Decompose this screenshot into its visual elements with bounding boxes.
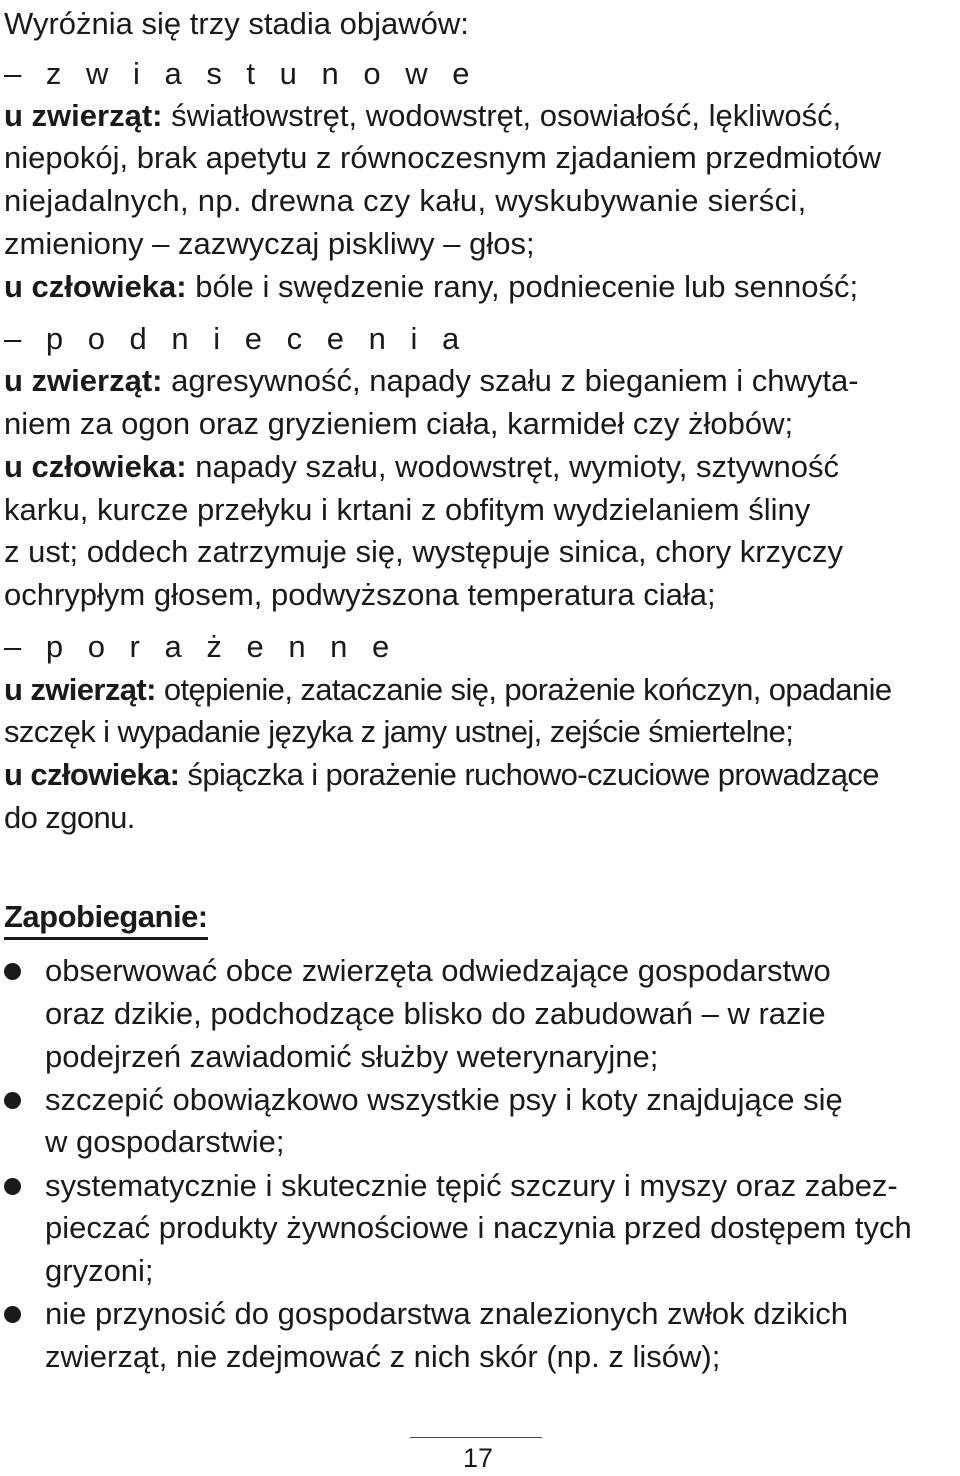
bullet-icon [4,963,21,980]
stage-excitation-title: – p o d n i e c e n i a [4,321,468,356]
stage-prodromal-animals-line-2: niepokój, brak apetytu z równoczesnym zjadaniem przedmiotów [4,140,882,175]
prevention-item-2-line-2: w gospodarstwie; [45,1124,285,1159]
stage-paralysis-animals-line-1 [4,670,892,710]
bullet-icon [4,1306,21,1323]
stages-intro: Wyróżnia się trzy stadia objawów: [4,6,469,41]
stage-excitation-human-line-4: ochrypłym głosem, podwyższona temperatura ciała; [4,577,716,612]
prevention-item-4-line-2: zwierząt, nie zdejmować z nich skór (np. z lisów); [45,1339,721,1374]
stage-paralysis-title: – p o r a ż e n n e [4,629,398,664]
stage-paralysis-human-line-1 [4,755,879,795]
stage-prodromal-animals-line-4: zmieniony – zazwyczaj piskliwy – głos; [4,226,535,261]
footer-rule [410,1437,542,1438]
stage-prodromal-title: – z w i a s t u n o w e [4,56,478,91]
stage-excitation-human-line-2: karku, kurcze przełyku i krtani z obfitym wydzielaniem śliny [4,492,811,527]
stage-excitation-human-line-1 [4,447,839,487]
page-number: 17 [462,1443,494,1473]
animals-label: u zwierząt: [4,672,156,707]
human-label: u człowieka: [4,269,187,304]
human-label: u człowieka: [4,757,180,792]
prevention-item-1-line-1: obserwować obce zwierzęta odwiedzające gospodarstwo [45,953,831,988]
prodromal-animals-text: światłowstręt, wodowstręt, osowiałość, lękliwość, [162,98,842,133]
prevention-item-4-line-1: nie przynosić do gospodarstwa znalezionych zwłok dzikich [45,1296,848,1331]
stage-paralysis-human-line-2: do zgonu. [4,800,135,835]
prevention-heading: Zapobieganie: [4,897,208,940]
animals-label: u zwierząt: [4,98,163,133]
prodromal-human-text: bóle i swędzenie rany, podniecenie lub senność; [186,269,859,304]
prevention-item-1-line-3: podejrzeń zawiadomić służby weterynaryjne; [45,1039,659,1074]
human-label: u człowieka: [4,449,187,484]
bullet-icon [4,1092,21,1109]
prevention-item-3-line-1: systematycznie i skutecznie tępić szczury i myszy oraz zabez- [45,1168,898,1203]
stage-excitation-animals-line-2: niem za ogon oraz gryzieniem ciała, karmideł czy żłobów; [4,406,794,441]
bullet-icon [4,1178,21,1195]
stage-paralysis-animals-line-2: szczęk i wypadanie języka z jamy ustnej, zejście śmiertelne; [4,714,794,749]
stage-excitation-animals-line-1 [4,361,859,401]
stage-prodromal-animals-line-3: niejadalnych, np. drewna czy kału, wyskubywanie sierści, [4,183,807,218]
excitation-animals-text: agresywność, napady szału z bieganiem i chwyta- [162,363,859,398]
stage-prodromal-animals-line-1 [4,96,841,136]
paralysis-human-text: śpiączka i porażenie ruchowo-czuciowe prowadzące [179,757,879,792]
prevention-item-1-line-2: oraz dzikie, podchodzące blisko do zabudowań – w razie [45,996,826,1031]
stage-prodromal-human-line-1 [4,267,858,307]
prevention-item-3-line-2: pieczać produkty żywnościowe i naczynia przed dostępem tych [45,1210,912,1245]
animals-label: u zwierząt: [4,363,163,398]
paralysis-animals-text: otępienie, zataczanie się, porażenie kończyn, opadanie [155,672,892,707]
prevention-item-3-line-3: gryzoni; [45,1253,154,1288]
prevention-item-2-line-1: szczepić obowiązkowo wszystkie psy i koty znajdujące się [45,1082,843,1117]
excitation-human-text: napady szału, wodowstręt, wymioty, sztywność [186,449,840,484]
stage-excitation-human-line-3: z ust; oddech zatrzymuje się, występuje sinica, chory krzyczy [4,534,844,569]
